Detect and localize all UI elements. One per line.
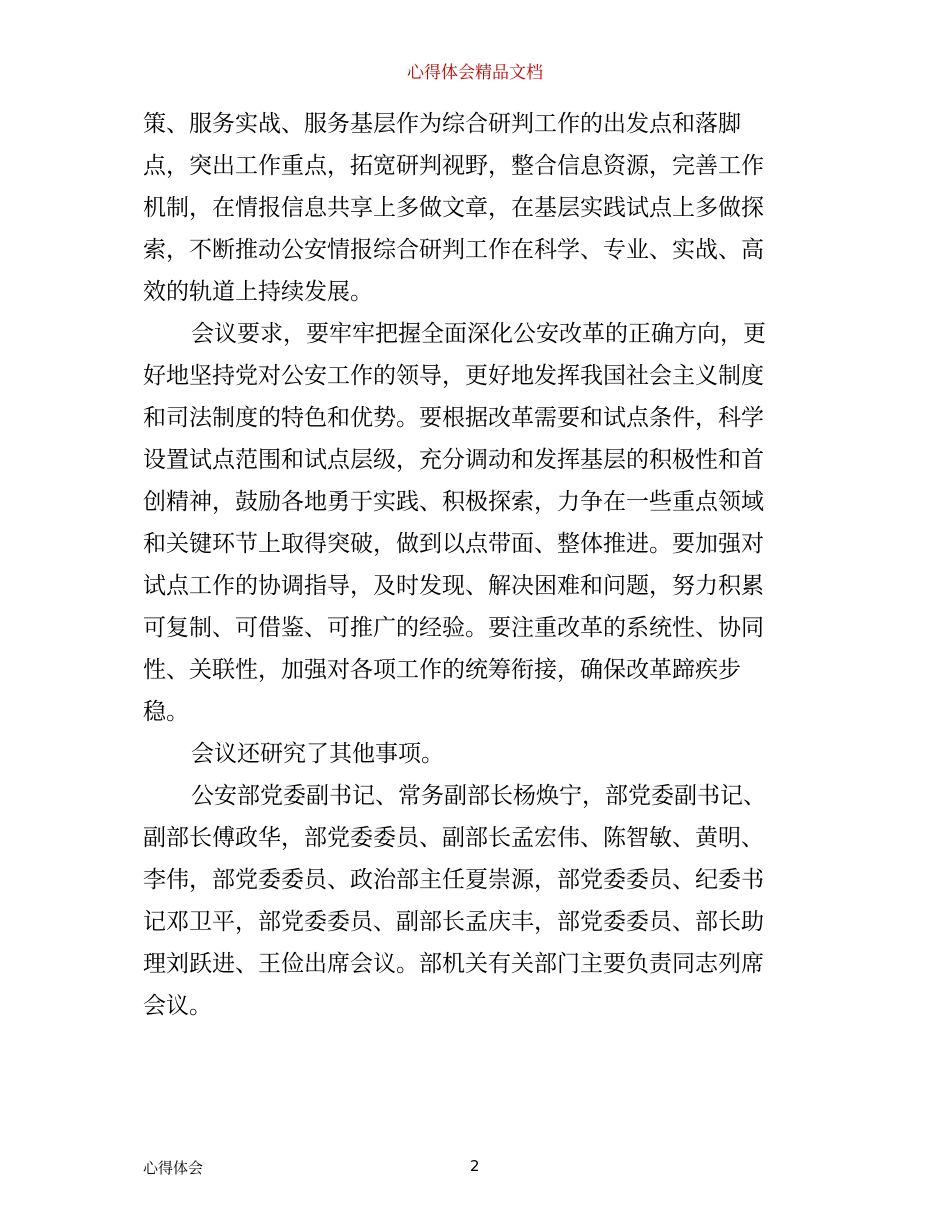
text-line: 和关键环节上取得突破，做到以点带面、整体推进。要加强对: [143, 531, 764, 557]
text-line: 索，不断推动公安情报综合研判工作在科学、专业、实战、高: [143, 237, 764, 263]
text-line: 稳。: [143, 699, 189, 725]
text-line: 设置试点范围和试点层级，充分调动和发挥基层的积极性和首: [143, 447, 764, 473]
paragraph-start-line: 会议还研究了其他事项。: [191, 741, 444, 767]
paragraph-start-line: 公安部党委副书记、常务副部长杨焕宁，部党委副书记、: [191, 783, 766, 809]
paragraph-start-line: 会议要求，要牢牢把握全面深化公安改革的正确方向，更: [191, 321, 766, 347]
text-line: 可复制、可借鉴、可推广的经验。要注重改革的系统性、协同: [143, 615, 764, 641]
document-header-title: 心得体会精品文档: [407, 63, 543, 83]
text-line: 理刘跃进、王俭出席会议。部机关有关部门主要负责同志列席: [143, 951, 764, 977]
text-line: 点，突出工作重点，拓宽研判视野，整合信息资源，完善工作: [143, 153, 764, 179]
text-line: 李伟，部党委委员、政治部主任夏崇源，部党委委员、纪委书: [143, 867, 764, 893]
text-line: 记邓卫平，部党委委员、副部长孟庆丰，部党委委员、部长助: [143, 909, 764, 935]
document-body: [143, 103, 811, 1027]
page-number: 2: [470, 1157, 480, 1175]
text-line: 试点工作的协调指导，及时发现、解决困难和问题，努力积累: [143, 573, 764, 599]
text-line: 会议。: [143, 993, 212, 1019]
text-line: 好地坚持党对公安工作的领导，更好地发挥我国社会主义制度: [143, 363, 764, 389]
text-line: 和司法制度的特色和优势。要根据改革需要和试点条件，科学: [143, 405, 764, 431]
text-line: 性、关联性，加强对各项工作的统筹衔接，确保改革蹄疾步: [143, 657, 741, 683]
text-line: 效的轨道上持续发展。: [143, 279, 373, 305]
text-line: 创精神，鼓励各地勇于实践、积极探索，力争在一些重点领域: [143, 489, 764, 515]
text-line: 机制，在情报信息共享上多做文章，在基层实践试点上多做探: [143, 195, 764, 221]
text-line: 副部长傅政华，部党委委员、副部长孟宏伟、陈智敏、黄明、: [143, 825, 764, 851]
footer-label: 心得体会: [143, 1159, 204, 1177]
text-line: 策、服务实战、服务基层作为综合研判工作的出发点和落脚: [143, 111, 741, 137]
